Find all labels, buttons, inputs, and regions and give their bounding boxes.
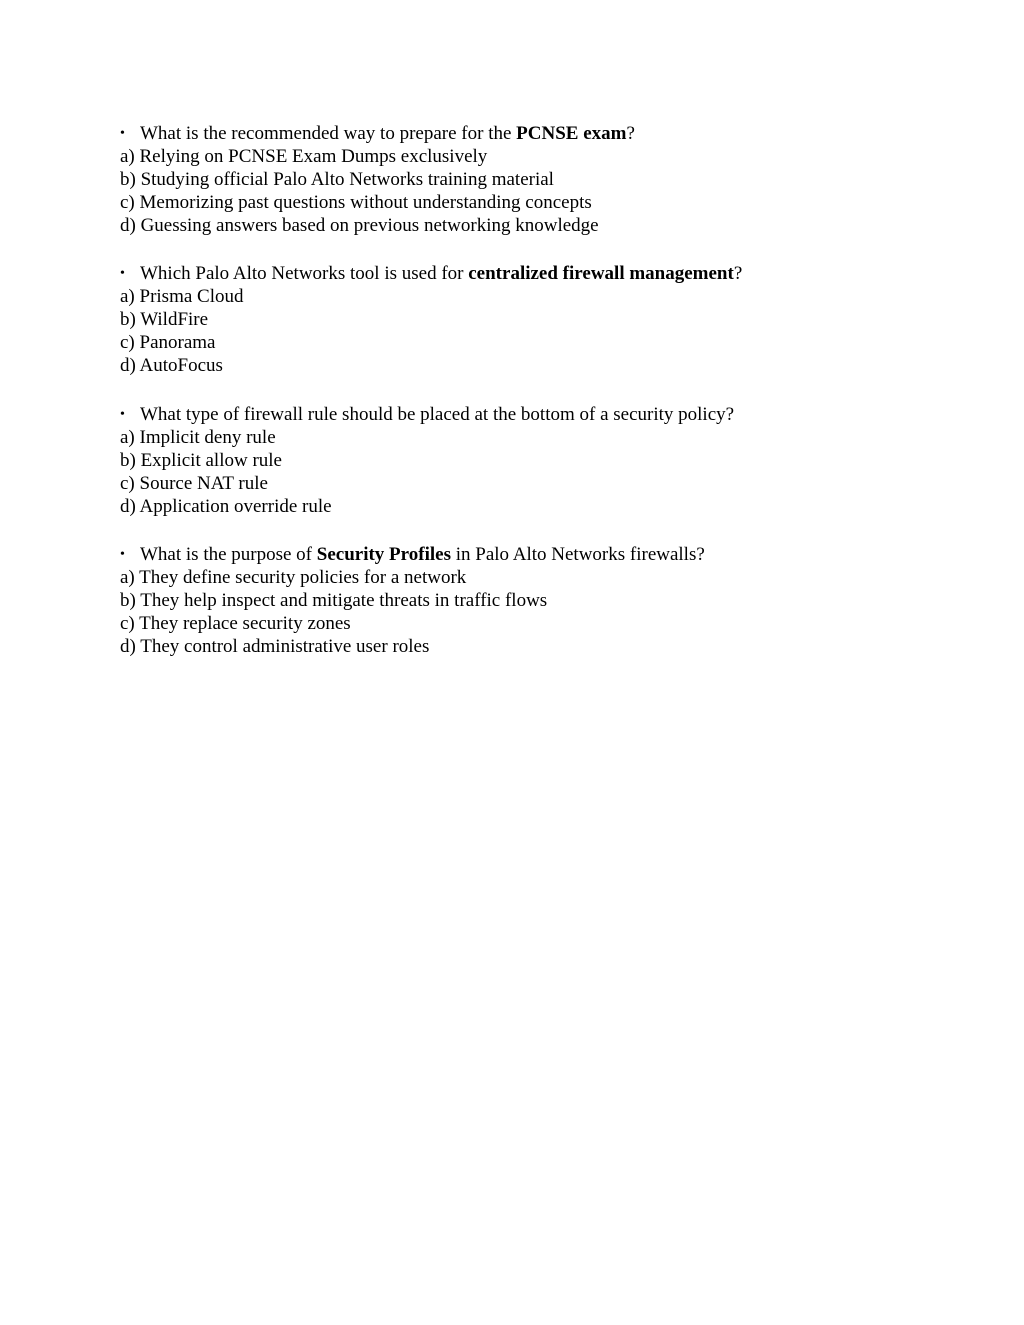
- question-keyword: Security Profiles: [316, 544, 451, 565]
- question-text: [120, 262, 920, 285]
- answer-option-d: d) AutoFocus: [120, 355, 223, 376]
- answer-options: [120, 566, 920, 658]
- answer-option-b: b) Explicit allow rule: [120, 450, 282, 471]
- answer-options: [120, 145, 920, 237]
- answer-option-d: d) Application override rule: [120, 496, 332, 517]
- question-text: [120, 543, 920, 566]
- question-text-end: ?: [626, 123, 635, 144]
- answer-option-c: c) Memorizing past questions without understanding concepts: [120, 192, 592, 213]
- question-block: [120, 403, 920, 518]
- bullet-icon: •: [120, 266, 125, 281]
- bullet-icon: •: [120, 547, 125, 562]
- question-text-start: What is the purpose of: [140, 544, 317, 565]
- answer-option-b: b) Studying official Palo Alto Networks training material: [120, 169, 554, 190]
- bullet-icon: •: [120, 126, 125, 141]
- answer-options: [120, 426, 920, 518]
- answer-option-b: b) They help inspect and mitigate threats in traffic flows: [120, 590, 548, 611]
- answer-option-d: d) Guessing answers based on previous networking knowledge: [120, 215, 599, 236]
- question-text: [120, 403, 920, 426]
- question-text-end: ?: [733, 263, 743, 284]
- question-keyword: PCNSE exam: [516, 123, 627, 144]
- answer-option-c: c) Panorama: [120, 332, 216, 353]
- question-text-start: Which Palo Alto Networks tool is used for: [140, 263, 469, 284]
- question-text-end: in Palo Alto Networks firewalls?: [450, 544, 705, 565]
- answer-option-a: a) They define security policies for a network: [120, 567, 467, 588]
- answer-options: [120, 285, 920, 377]
- question-block: [120, 262, 920, 377]
- question-block: [120, 543, 920, 658]
- question-text: [120, 122, 920, 145]
- answer-option-a: a) Relying on PCNSE Exam Dumps exclusively: [120, 146, 488, 167]
- answer-option-a: a) Prisma Cloud: [120, 286, 244, 307]
- answer-option-b: b) WildFire: [120, 309, 209, 330]
- bullet-icon: •: [120, 407, 125, 422]
- question-text-start: What is the recommended way to prepare for the: [140, 123, 517, 144]
- question-text-start: What type of firewall rule should be placed at the bottom of a security policy?: [140, 404, 735, 425]
- answer-option-c: c) They replace security zones: [120, 613, 351, 634]
- answer-option-a: a) Implicit deny rule: [120, 427, 276, 448]
- answer-option-d: d) They control administrative user roles: [120, 636, 430, 657]
- question-block: [120, 122, 920, 237]
- answer-option-c: c) Source NAT rule: [120, 473, 268, 494]
- question-keyword: centralized firewall management: [468, 263, 734, 284]
